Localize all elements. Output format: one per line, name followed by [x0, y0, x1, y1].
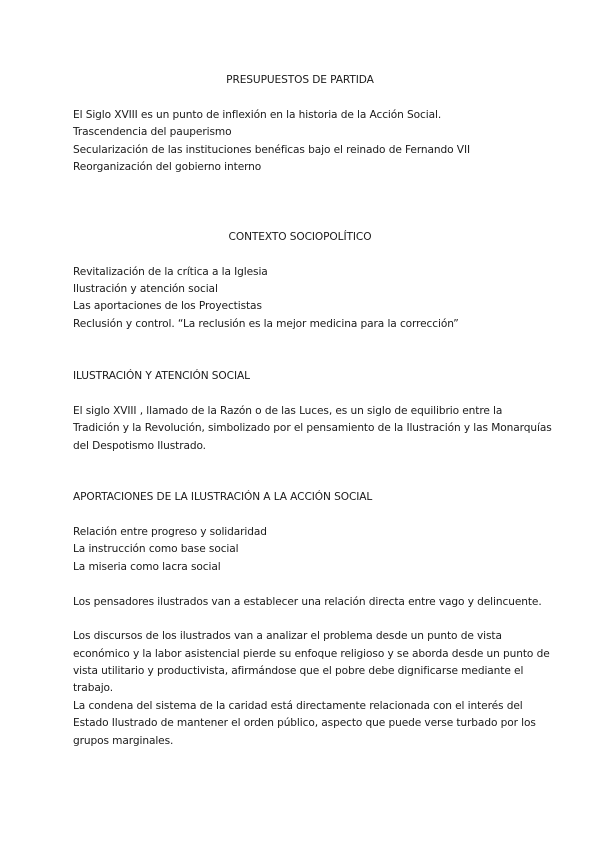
paragraph-line: vista utilitario y productivista, afirmándose que el pobre debe dignificarse mediante el: [73, 665, 524, 677]
list-item: La miseria como lacra social: [73, 561, 221, 573]
paragraph-line: económico y la labor asistencial pierde su enfoque religioso y se aborda desde un punto de: [73, 648, 550, 660]
section-heading-ilustracion: ILUSTRACIÓN Y ATENCIÓN SOCIAL: [73, 370, 250, 382]
list-item: Relación entre progreso y solidaridad: [73, 526, 267, 538]
list-item: Ilustración y atención social: [73, 283, 218, 295]
list-item: La instrucción como base social: [73, 543, 239, 555]
list-item: Revitalización de la crítica a la Iglesia: [73, 266, 268, 278]
paragraph-line: La condena del sistema de la caridad está directamente relacionada con el interés del: [73, 700, 523, 712]
section-heading-presupuestos: PRESUPUESTOS DE PARTIDA: [226, 74, 374, 86]
list-item: Secularización de las instituciones benéficas bajo el reinado de Fernando VII: [73, 144, 470, 156]
paragraph-line: El siglo XVIII , llamado de la Razón o de las Luces, es un siglo de equilibrio entre la: [73, 405, 503, 417]
paragraph-line: trabajo.: [73, 682, 114, 694]
paragraph-line: Estado Ilustrado de mantener el orden público, aspecto que puede verse turbado por los: [73, 717, 536, 729]
paragraph-line: Los discursos de los ilustrados van a analizar el problema desde un punto de vista: [73, 630, 502, 642]
section-heading-contexto: CONTEXTO SOCIOPOLÍTICO: [228, 231, 372, 243]
paragraph-line: Tradición y la Revolución, simbolizado por el pensamiento de la Ilustración y las Monarquías: [73, 422, 552, 434]
section-heading-aportaciones: APORTACIONES DE LA ILUSTRACIÓN A LA ACCIÓN SOCIAL: [73, 491, 373, 503]
list-item: Reclusión y control. “La reclusión es la mejor medicina para la corrección”: [73, 318, 459, 330]
list-item: El Siglo XVIII es un punto de inflexión en la historia de la Acción Social.: [73, 109, 442, 121]
list-item: Las aportaciones de los Proyectistas: [73, 300, 262, 312]
list-item: Trascendencia del pauperismo: [73, 126, 232, 138]
paragraph-line: del Despotismo Ilustrado.: [73, 440, 206, 452]
paragraph-line: grupos marginales.: [73, 735, 174, 747]
list-item: Reorganización del gobierno interno: [73, 161, 262, 173]
paragraph-line: Los pensadores ilustrados van a establecer una relación directa entre vago y delincuente.: [73, 596, 542, 608]
